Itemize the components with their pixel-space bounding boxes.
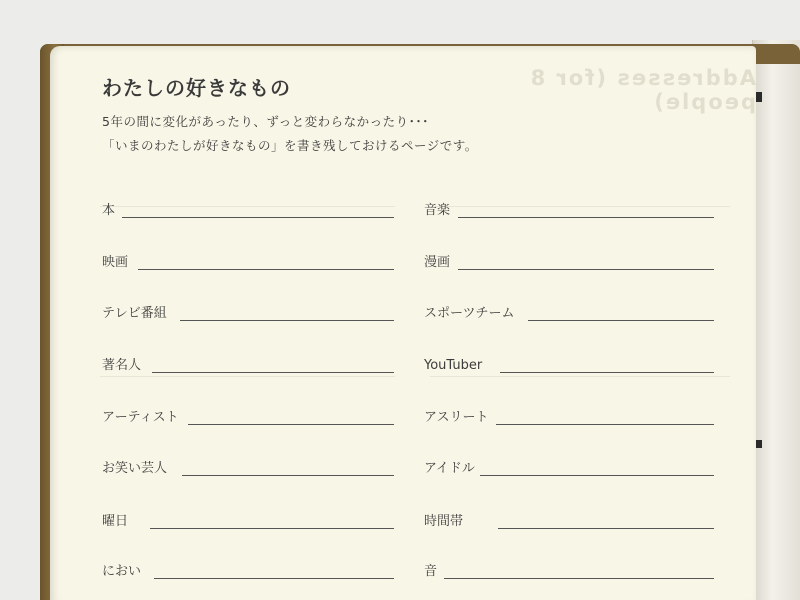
- field-label: お笑い芸人: [102, 461, 168, 476]
- write-in-line: [154, 578, 394, 579]
- field-comedian[interactable]: [102, 458, 394, 478]
- field-sports-team[interactable]: [424, 303, 714, 323]
- page-title: わたしの好きなもの: [102, 76, 291, 100]
- field-scent[interactable]: [102, 561, 394, 581]
- write-in-line: [496, 424, 714, 425]
- write-in-line: [458, 217, 714, 218]
- show-through-line: [100, 376, 395, 377]
- field-celebrity[interactable]: [102, 355, 394, 375]
- field-book[interactable]: [102, 200, 394, 220]
- field-label: 著名人: [102, 358, 142, 373]
- field-time-of-day[interactable]: [424, 511, 714, 531]
- field-music[interactable]: [424, 200, 714, 220]
- field-label: アスリート: [424, 410, 489, 425]
- write-in-line: [188, 424, 394, 425]
- write-in-line: [152, 372, 394, 373]
- write-in-line: [150, 528, 394, 529]
- field-youtuber[interactable]: [424, 355, 714, 375]
- write-in-line: [498, 528, 714, 529]
- description-line-2: 「いまのわたしが好きなもの」を書き残しておけるページです。: [102, 138, 478, 153]
- field-idol[interactable]: [424, 458, 714, 478]
- field-label: 映画: [102, 255, 129, 270]
- field-label: アイドル: [424, 461, 475, 476]
- write-in-line: [444, 578, 714, 579]
- description-line-1: 5年の間に変化があったり、ずっと変わらなかったり･･･: [102, 114, 429, 129]
- show-through-line: [430, 376, 730, 377]
- write-in-line: [500, 372, 714, 373]
- field-label: 本: [102, 203, 116, 218]
- field-movie[interactable]: [102, 252, 394, 272]
- field-label: アーティスト: [102, 410, 179, 425]
- write-in-line: [480, 475, 714, 476]
- field-label: 漫画: [424, 255, 451, 270]
- field-label: におい: [102, 564, 142, 579]
- notebook-page: [50, 46, 756, 600]
- write-in-line: [458, 269, 714, 270]
- write-in-line: [180, 320, 394, 321]
- show-through-title: Addresses (for 8 people): [528, 66, 756, 114]
- write-in-line: [182, 475, 394, 476]
- page-block-edge: [752, 40, 800, 600]
- field-label: 曜日: [102, 514, 129, 529]
- field-day-of-week[interactable]: [102, 511, 394, 531]
- field-label: YouTuber: [424, 358, 483, 373]
- field-label: テレビ番組: [102, 306, 167, 321]
- field-label: 音楽: [424, 203, 451, 218]
- field-athlete[interactable]: [424, 407, 714, 427]
- field-tv-program[interactable]: [102, 303, 394, 323]
- field-sound[interactable]: [424, 561, 714, 581]
- write-in-line: [528, 320, 714, 321]
- write-in-line: [138, 269, 394, 270]
- field-label: 時間帯: [424, 514, 464, 529]
- field-label: スポーツチーム: [424, 306, 515, 321]
- write-in-line: [122, 217, 394, 218]
- field-label: 音: [424, 564, 438, 579]
- field-manga[interactable]: [424, 252, 714, 272]
- field-artist[interactable]: [102, 407, 394, 427]
